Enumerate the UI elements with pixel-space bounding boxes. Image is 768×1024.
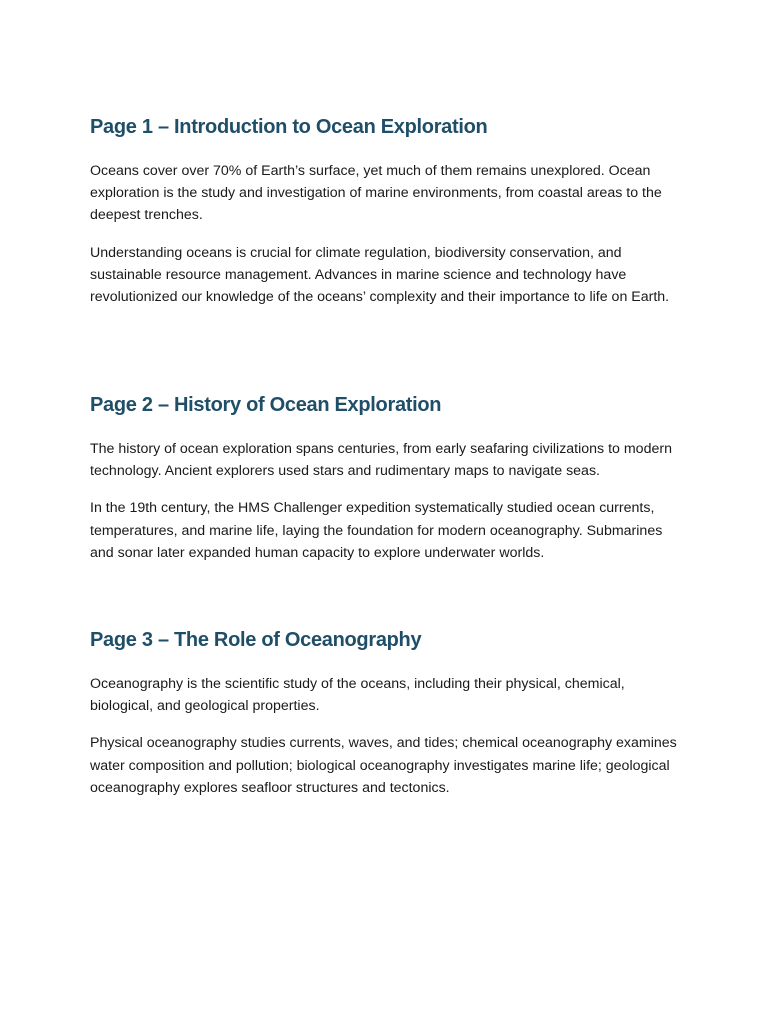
section-paragraph: Oceans cover over 70% of Earth’s surface, yet much of them remains unexplored. Ocean exploration is the study and investigation of marine environments, from coastal areas to the deepest trenches. [90, 163, 662, 224]
section-introduction [90, 114, 680, 308]
section-oceanography [90, 627, 680, 799]
section-paragraph: Physical oceanography studies currents, waves, and tides; chemical oceanography examines water composition and pollution; biological oceanography investigates marine life; geological oceanography explores seafloor structures and tectonics. [90, 735, 677, 796]
section-paragraph: The history of ocean exploration spans centuries, from early seafaring civilizations to modern technology. Ancient explorers used stars and rudimentary maps to navigate seas. [90, 441, 672, 480]
section-paragraph: Understanding oceans is crucial for climate regulation, biodiversity conservation, and sustainable resource management. Advances in marine science and technology have revolutionized our knowledge of the oceans’ complexity and their importance to life on Earth. [90, 244, 670, 306]
section-heading: Page 1 – Introduction to Ocean Exploration [90, 116, 488, 138]
section-history [90, 392, 680, 564]
section-heading: Page 2 – History of Ocean Exploration [90, 394, 442, 416]
section-paragraph: Oceanography is the scientific study of the oceans, including their physical, chemical, biological, and geological properties. [90, 676, 625, 715]
section-paragraph: In the 19th century, the HMS Challenger expedition systematically studied ocean currents, temperatures, and marine life, laying the foundation for modern oceanography. Submarines and sonar later expanded human capacity to explore underwater worlds. [90, 500, 663, 561]
section-heading: Page 3 – The Role of Oceanography [90, 629, 422, 651]
